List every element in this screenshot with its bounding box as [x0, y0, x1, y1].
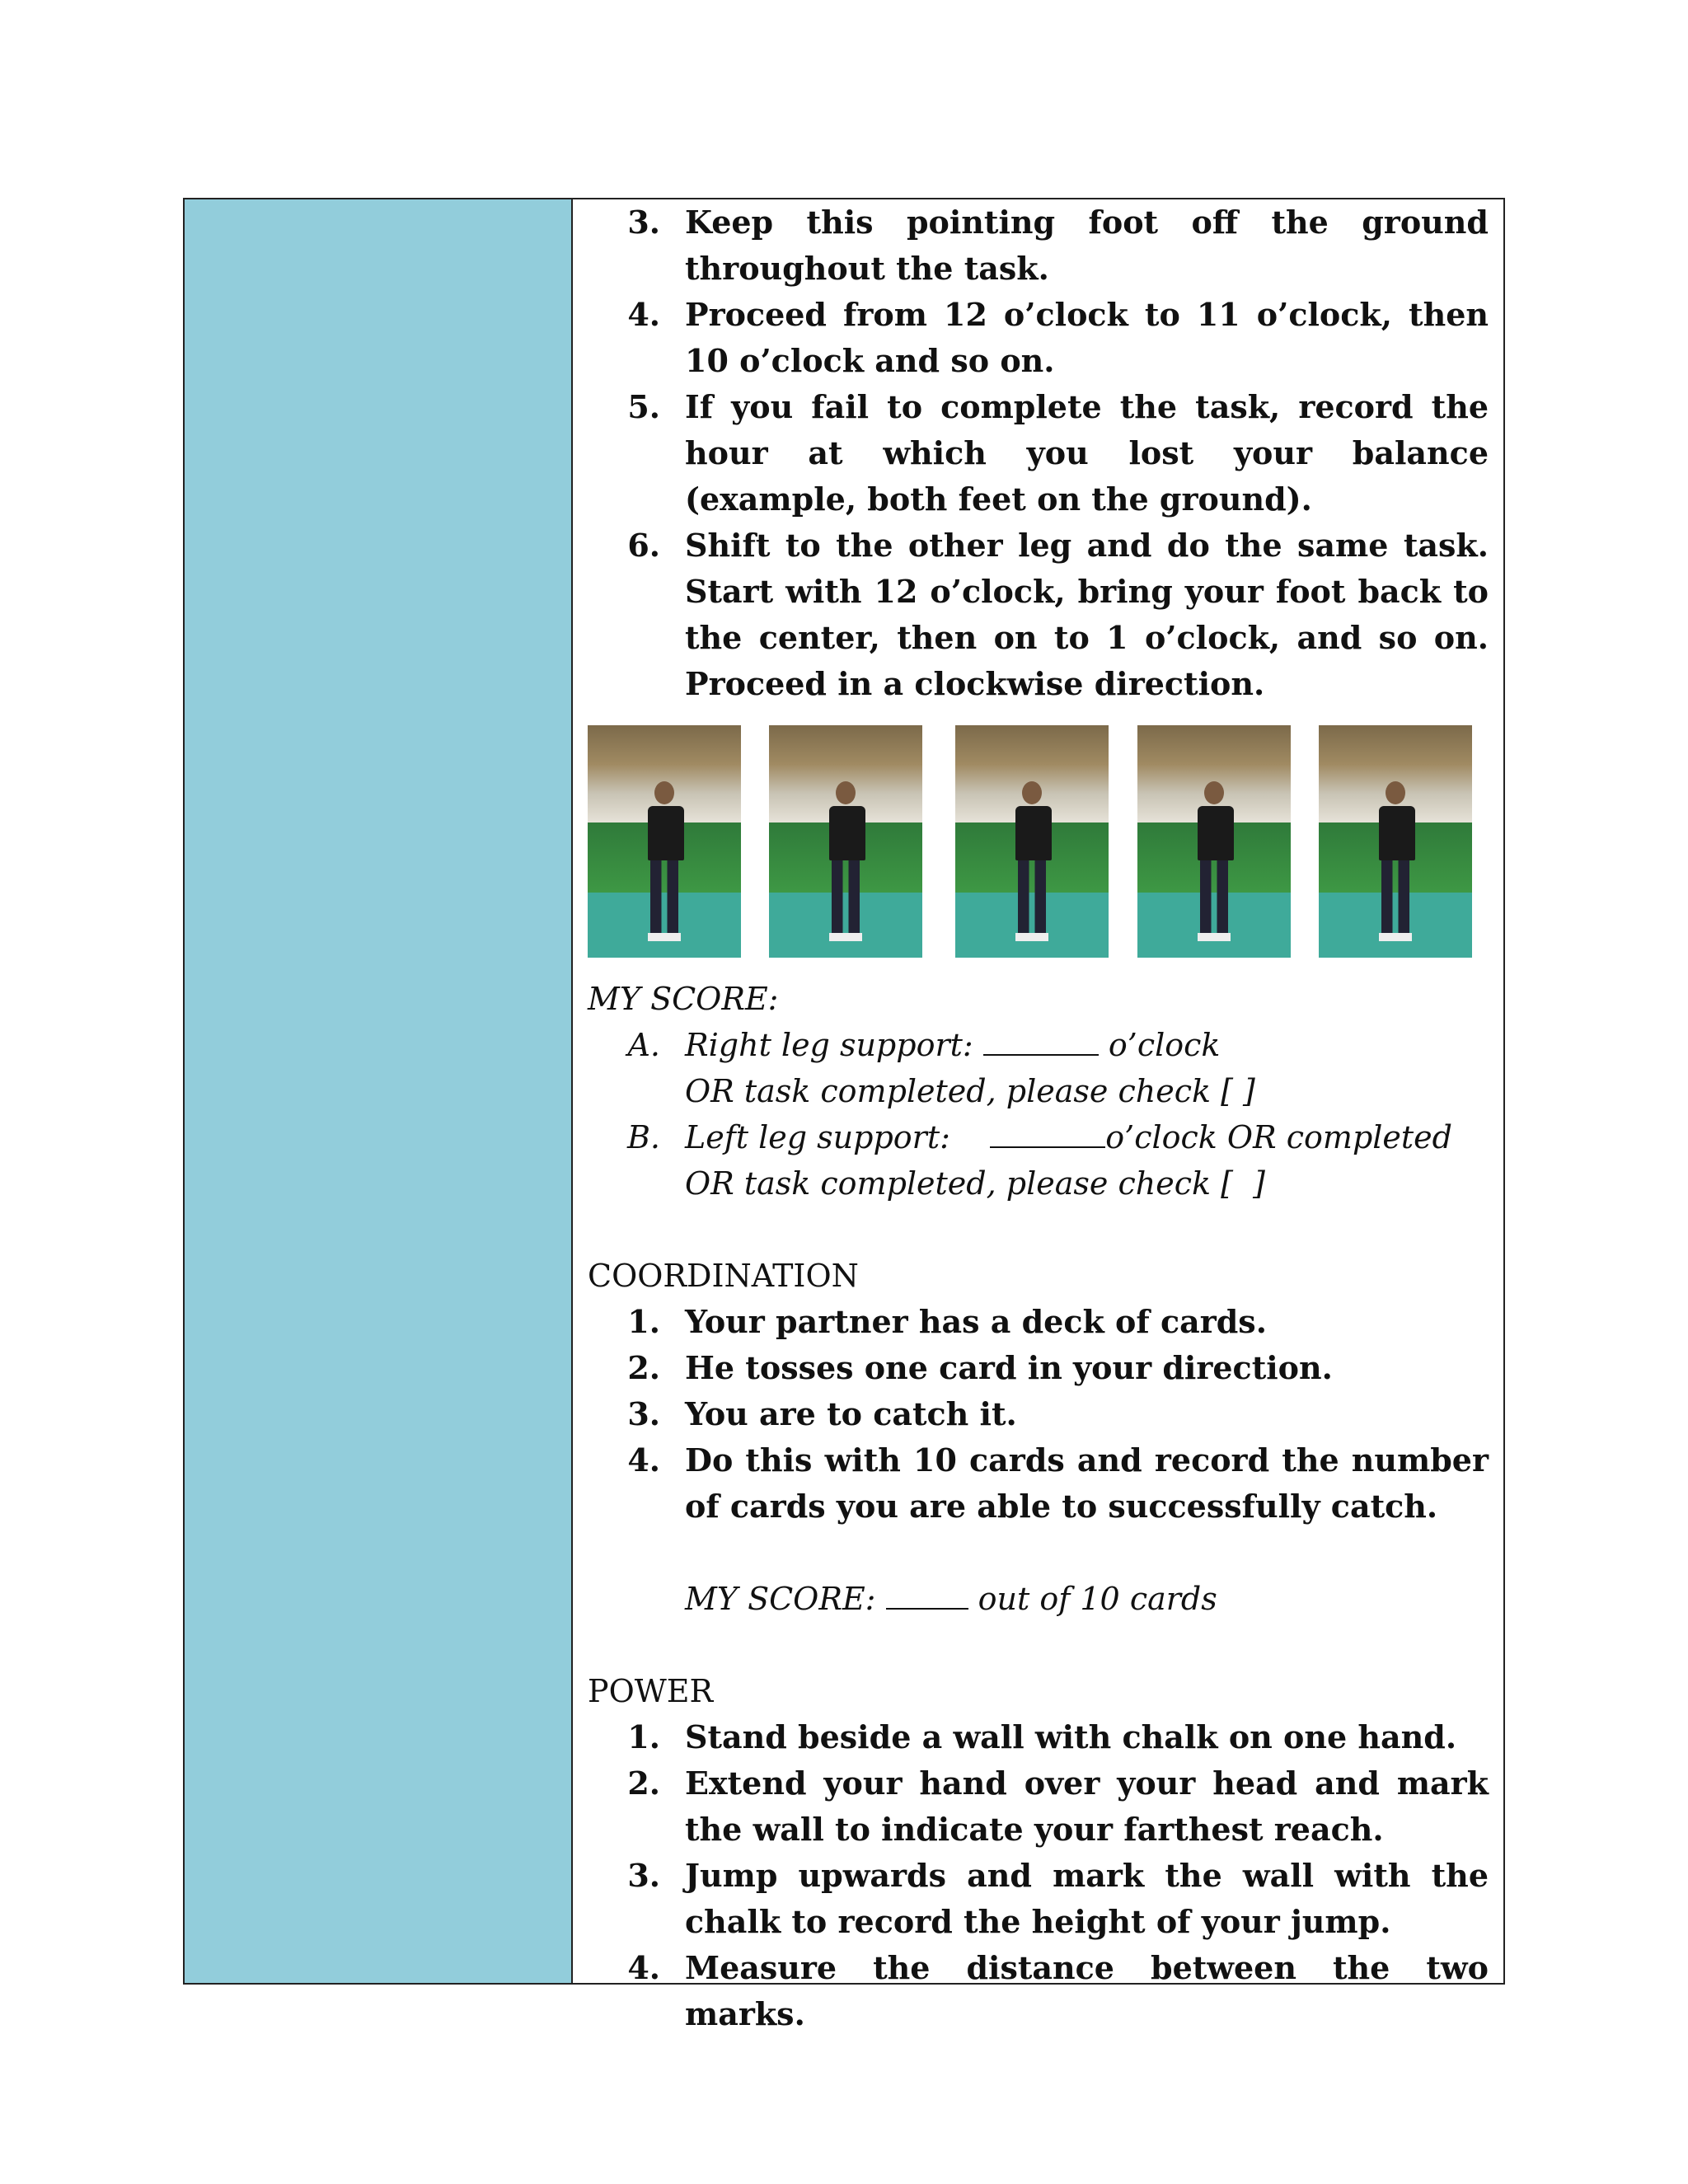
coordination-steps	[588, 1299, 1489, 1530]
photo-strip	[588, 725, 1489, 958]
list-item: 3. Jump upwards and mark the wall with the chalk to record the height of your jump.	[627, 1857, 1489, 1940]
list-item: 4. Do this with 10 cards and record the number of cards you are able to successfully catch.	[627, 1441, 1489, 1525]
left-column-shading	[185, 199, 573, 1983]
list-item: 2. Extend your hand over your head and mark the wall to indicate your farthest reach.	[627, 1765, 1489, 1848]
list-item: 4. Proceed from 12 o’clock to 11 o’clock, then 10 o’clock and so on.	[627, 296, 1489, 379]
list-item: 1. Your partner has a deck of cards.	[627, 1303, 1267, 1340]
score-right-leg: A. Right leg support: o’clock OR task completed, please check [ ]	[627, 1027, 1255, 1109]
balance-photo-2	[769, 725, 922, 958]
balance-photo-5	[1319, 725, 1472, 958]
list-item: 1. Stand beside a wall with chalk on one hand.	[627, 1718, 1457, 1755]
list-item: 4. Measure the distance between the two marks.	[627, 1949, 1489, 2032]
balance-photo-3	[955, 725, 1109, 958]
power-heading: POWER	[588, 1673, 714, 1709]
list-item: 6. Shift to the other leg and do the same task. Start with 12 o’clock, bring your foot back to the center, then on to 1 o’clock, and so on. Proceed in a clockwise direction.	[627, 527, 1489, 702]
balance-steps	[588, 199, 1489, 707]
coordination-heading: COORDINATION	[588, 1258, 859, 1294]
list-item: 2. He tosses one card in your direction.	[627, 1349, 1333, 1386]
power-steps	[588, 1714, 1489, 2037]
score-blank[interactable]	[990, 1146, 1105, 1148]
list-item: 5. If you fail to complete the task, record the hour at which you lost your balance (example, both feet on the ground).	[627, 388, 1489, 518]
balance-score-label: MY SCORE:	[588, 981, 779, 1017]
list-item: 3. You are to catch it.	[627, 1395, 1017, 1432]
balance-photo-4	[1137, 725, 1291, 958]
score-left-leg: B. Left leg support: o’clock OR completed OR task completed, please check [ ]	[626, 1119, 1452, 1202]
list-item: 3. Keep this pointing foot off the ground throughout the task.	[627, 204, 1489, 287]
balance-photo-1	[588, 725, 741, 958]
coordination-score: MY SCORE: out of 10 cards	[685, 1581, 1217, 1617]
score-blank[interactable]	[983, 1054, 1099, 1056]
activity-table	[183, 198, 1505, 2032]
right-column	[573, 199, 1503, 2032]
content	[573, 199, 1503, 2037]
score-blank[interactable]	[886, 1608, 968, 1610]
